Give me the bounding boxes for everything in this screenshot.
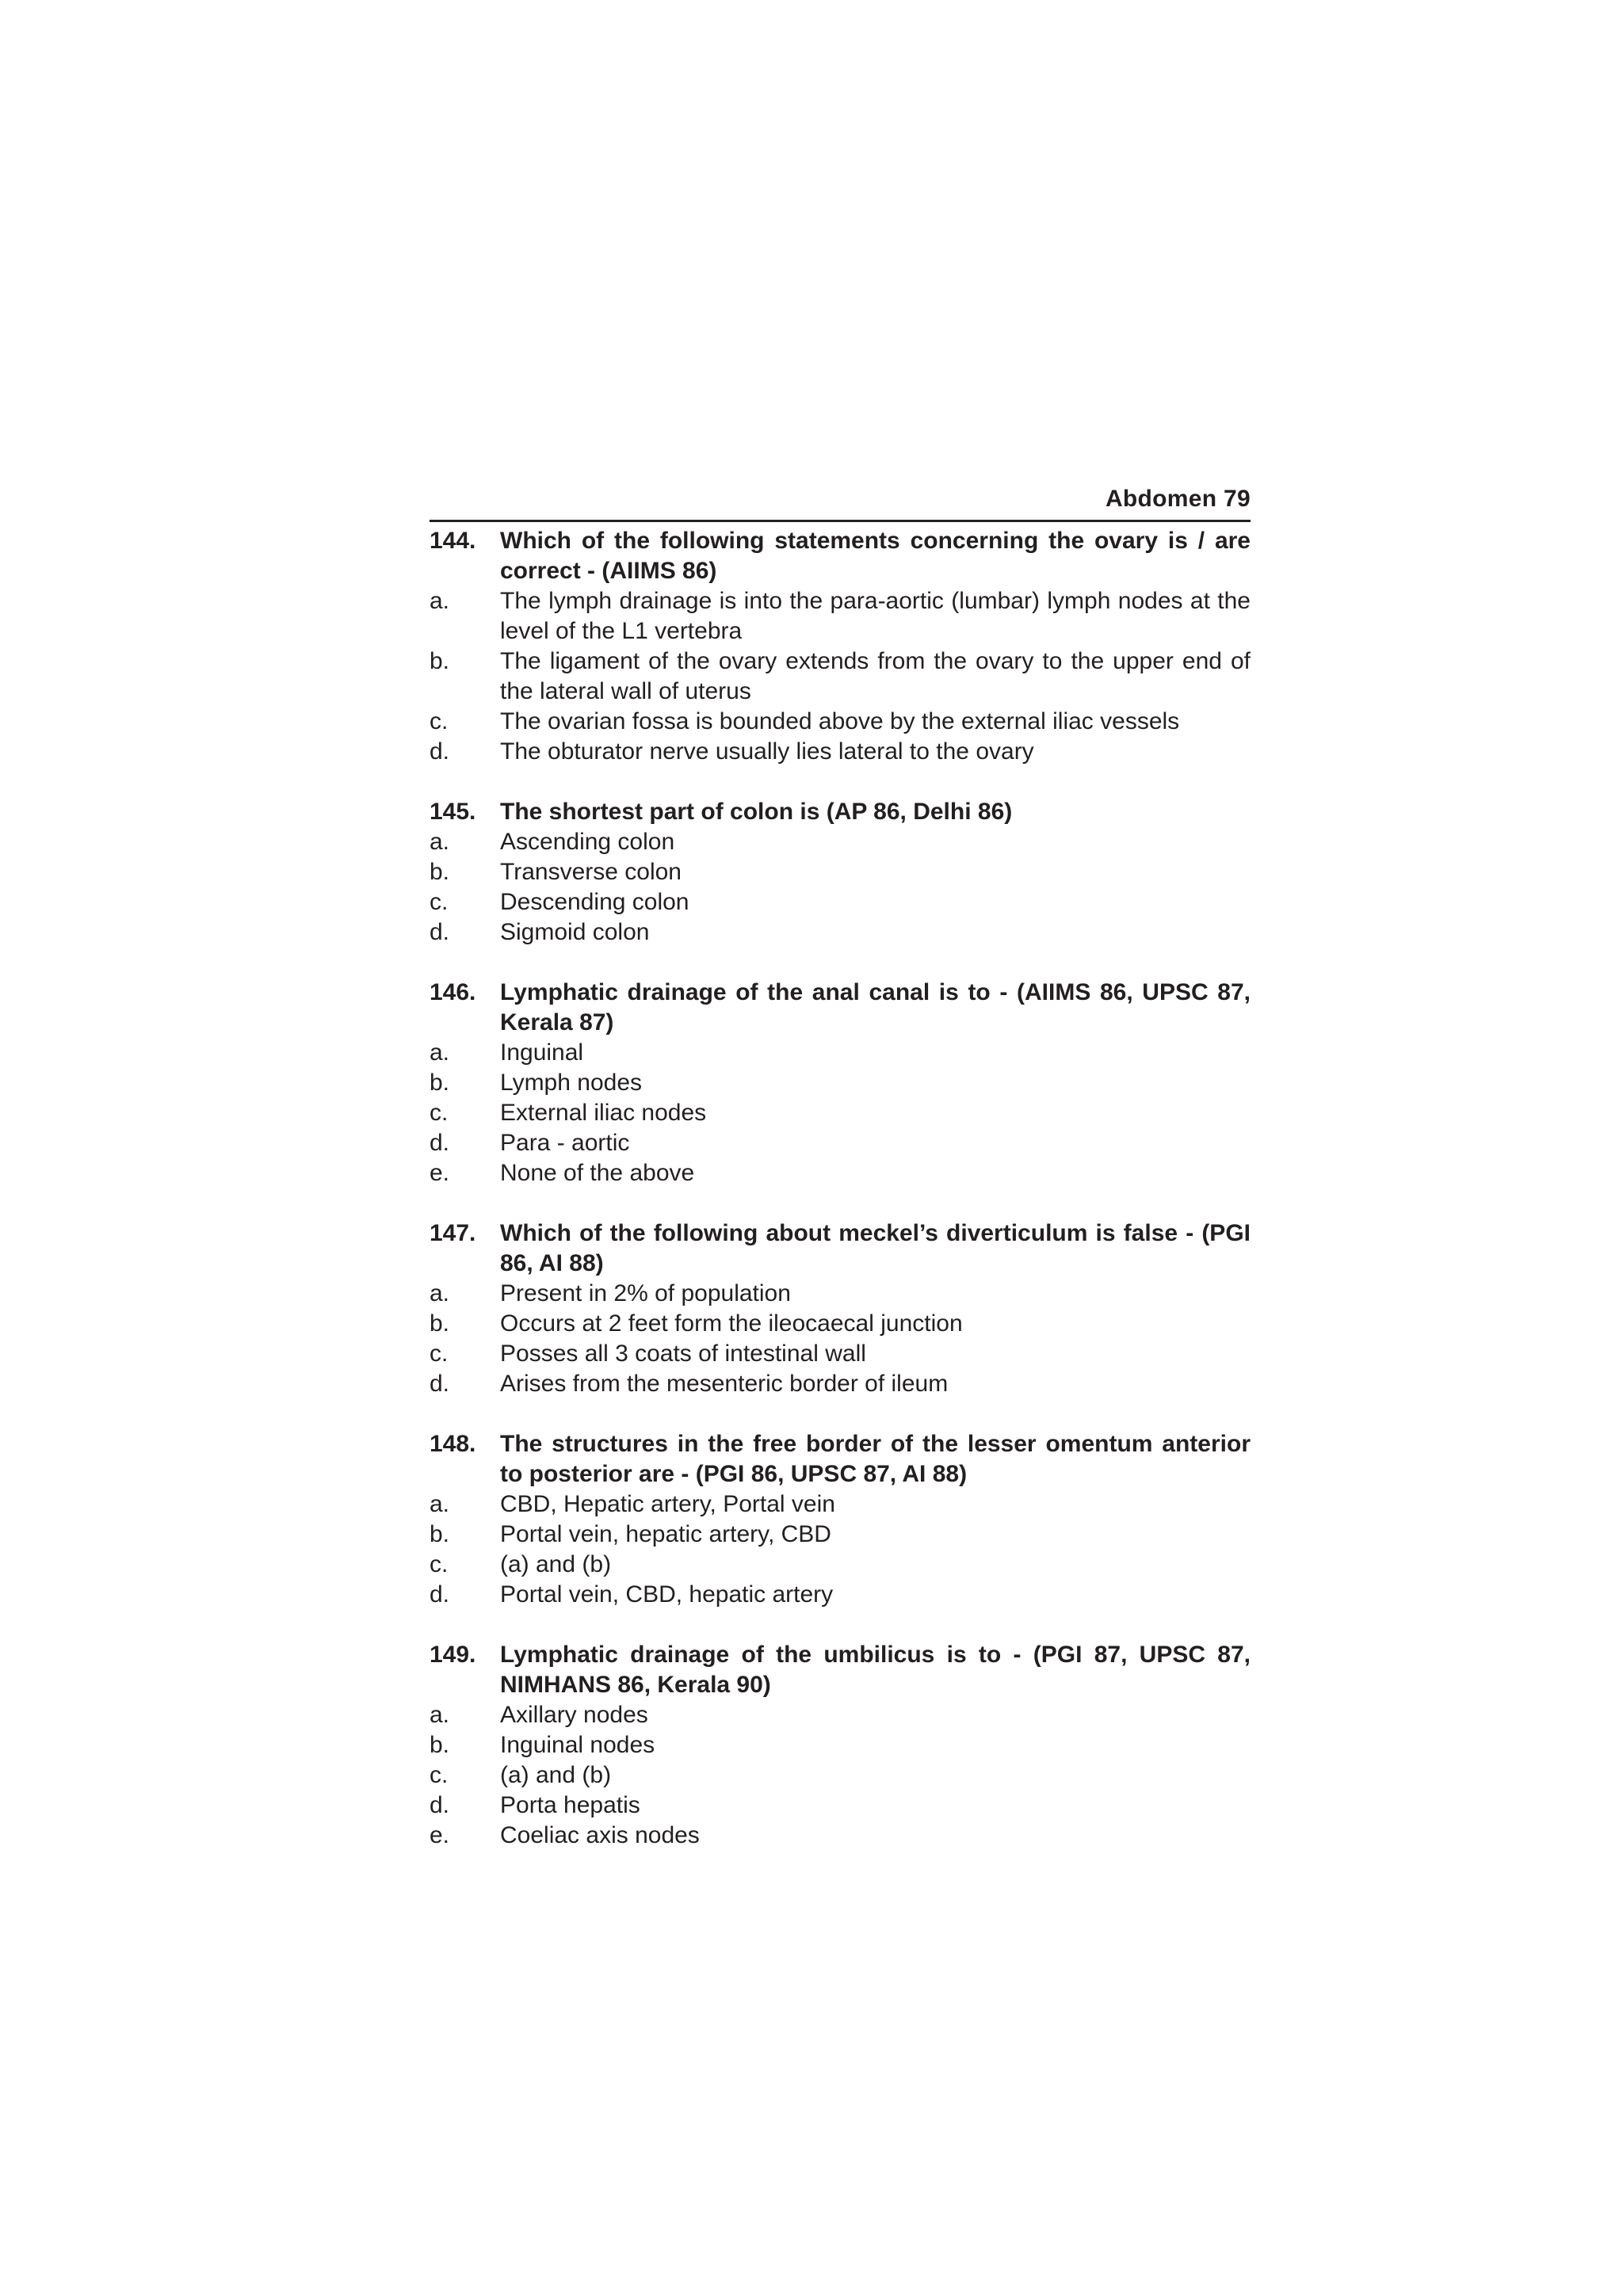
option-text: The ovarian fossa is bounded above by the external iliac vessels (500, 708, 1180, 734)
option-letter: c. (430, 889, 449, 915)
question-number: 149. (430, 1642, 476, 1668)
answer-option (430, 1158, 1251, 1188)
answer-option (430, 586, 1251, 646)
option-text: The lymph drainage is into the para-aortic (lumbar) lymph nodes at the level of the L1 vertebra (500, 588, 1251, 644)
option-letter: e. (430, 1160, 450, 1186)
option-text: External iliac nodes (500, 1100, 707, 1126)
answer-option (430, 1068, 1251, 1098)
question-block (430, 1429, 1251, 1610)
option-text: Sigmoid colon (500, 919, 650, 945)
option-text: Transverse colon (500, 859, 682, 885)
option-text: Descending colon (500, 889, 689, 915)
option-letter: c. (430, 1341, 449, 1367)
option-text: CBD, Hepatic artery, Portal vein (500, 1491, 835, 1517)
answer-option (430, 1489, 1251, 1520)
answer-option (430, 646, 1251, 707)
question-number: 146. (430, 979, 476, 1005)
option-text: Porta hepatis (500, 1792, 640, 1818)
question-number: 147. (430, 1220, 476, 1246)
answer-option (430, 1038, 1251, 1068)
option-letter: d. (430, 919, 450, 945)
question-text: The structures in the free border of the lesser omentum anterior to posterior are - (PGI 86, UPSC 87, AI 88) (500, 1431, 1251, 1487)
option-text: Para - aortic (500, 1130, 630, 1156)
option-letter: c. (430, 708, 449, 734)
answer-option (430, 1369, 1251, 1399)
question-block (430, 1219, 1251, 1399)
answer-option (430, 1339, 1251, 1369)
question-row (430, 1429, 1251, 1489)
question-text: Which of the following about meckel’s diverticulum is false - (PGI 86, AI 88) (500, 1220, 1251, 1276)
option-letter: b. (430, 1070, 450, 1096)
option-text: Axillary nodes (500, 1702, 648, 1728)
option-letter: d. (430, 1130, 450, 1156)
answer-option (430, 1550, 1251, 1580)
option-letter: d. (430, 738, 450, 765)
option-letter: a. (430, 588, 450, 614)
question-number: 145. (430, 799, 476, 825)
question-row (430, 1219, 1251, 1279)
option-text: (a) and (b) (500, 1551, 612, 1577)
option-text: Ascending colon (500, 829, 675, 855)
question-number: 148. (430, 1431, 476, 1457)
question-text: Lymphatic drainage of the umbilicus is to - (PGI 87, UPSC 87, NIMHANS 86, Kerala 90) (500, 1642, 1251, 1698)
question-text: Which of the following statements concerning the ovary is / are correct - (AIIMS 86) (500, 528, 1251, 584)
question-text: The shortest part of colon is (AP 86, Delhi 86) (500, 799, 1013, 825)
answer-option (430, 917, 1251, 948)
option-letter: a. (430, 1702, 450, 1728)
answer-option (430, 827, 1251, 857)
answer-option (430, 857, 1251, 887)
option-text: Portal vein, CBD, hepatic artery (500, 1581, 834, 1608)
question-list (430, 526, 1251, 1881)
option-letter: d. (430, 1581, 450, 1608)
question-block (430, 1640, 1251, 1851)
page-title: Abdomen 79 (1105, 486, 1251, 512)
answer-option (430, 1700, 1251, 1730)
option-letter: b. (430, 859, 450, 885)
answer-option (430, 1760, 1251, 1791)
option-text: Inguinal nodes (500, 1732, 655, 1758)
question-row (430, 1640, 1251, 1700)
option-letter: b. (430, 1732, 450, 1758)
question-block (430, 526, 1251, 767)
option-text: None of the above (500, 1160, 695, 1186)
option-letter: a. (430, 1039, 450, 1066)
question-row (430, 797, 1251, 827)
answer-option (430, 1520, 1251, 1550)
question-row (430, 978, 1251, 1038)
option-text: Occurs at 2 feet form the ileocaecal junction (500, 1310, 963, 1337)
option-letter: c. (430, 1100, 449, 1126)
question-row (430, 526, 1251, 586)
page-header (430, 485, 1251, 522)
question-block (430, 978, 1251, 1188)
answer-option (430, 1821, 1251, 1851)
option-letter: a. (430, 829, 450, 855)
option-letter: b. (430, 1310, 450, 1337)
option-text: Lymph nodes (500, 1070, 643, 1096)
option-letter: a. (430, 1491, 450, 1517)
answer-option (430, 1730, 1251, 1760)
question-number: 144. (430, 528, 476, 554)
answer-option (430, 1580, 1251, 1610)
answer-option (430, 1279, 1251, 1309)
answer-option (430, 707, 1251, 737)
option-text: (a) and (b) (500, 1762, 612, 1788)
answer-option (430, 1128, 1251, 1158)
answer-option (430, 1309, 1251, 1339)
option-text: Coeliac axis nodes (500, 1822, 700, 1848)
option-text: Present in 2% of population (500, 1280, 791, 1306)
option-letter: b. (430, 1521, 450, 1547)
option-letter: b. (430, 648, 450, 674)
answer-option (430, 737, 1251, 767)
option-letter: d. (430, 1792, 450, 1818)
option-text: Inguinal (500, 1039, 584, 1066)
option-letter: a. (430, 1280, 450, 1306)
option-letter: d. (430, 1371, 450, 1397)
option-text: The ligament of the ovary extends from the ovary to the upper end of the lateral wall of uterus (500, 648, 1251, 704)
question-block (430, 797, 1251, 948)
option-letter: e. (430, 1822, 450, 1848)
option-text: Posses all 3 coats of intestinal wall (500, 1341, 866, 1367)
option-text: Portal vein, hepatic artery, CBD (500, 1521, 831, 1547)
option-letter: c. (430, 1551, 449, 1577)
question-text: Lymphatic drainage of the anal canal is to - (AIIMS 86, UPSC 87, Kerala 87) (500, 979, 1251, 1035)
answer-option (430, 1098, 1251, 1128)
option-text: The obturator nerve usually lies lateral to the ovary (500, 738, 1034, 765)
option-text: Arises from the mesenteric border of ileum (500, 1371, 949, 1397)
answer-option (430, 1791, 1251, 1821)
option-letter: c. (430, 1762, 449, 1788)
answer-option (430, 887, 1251, 917)
